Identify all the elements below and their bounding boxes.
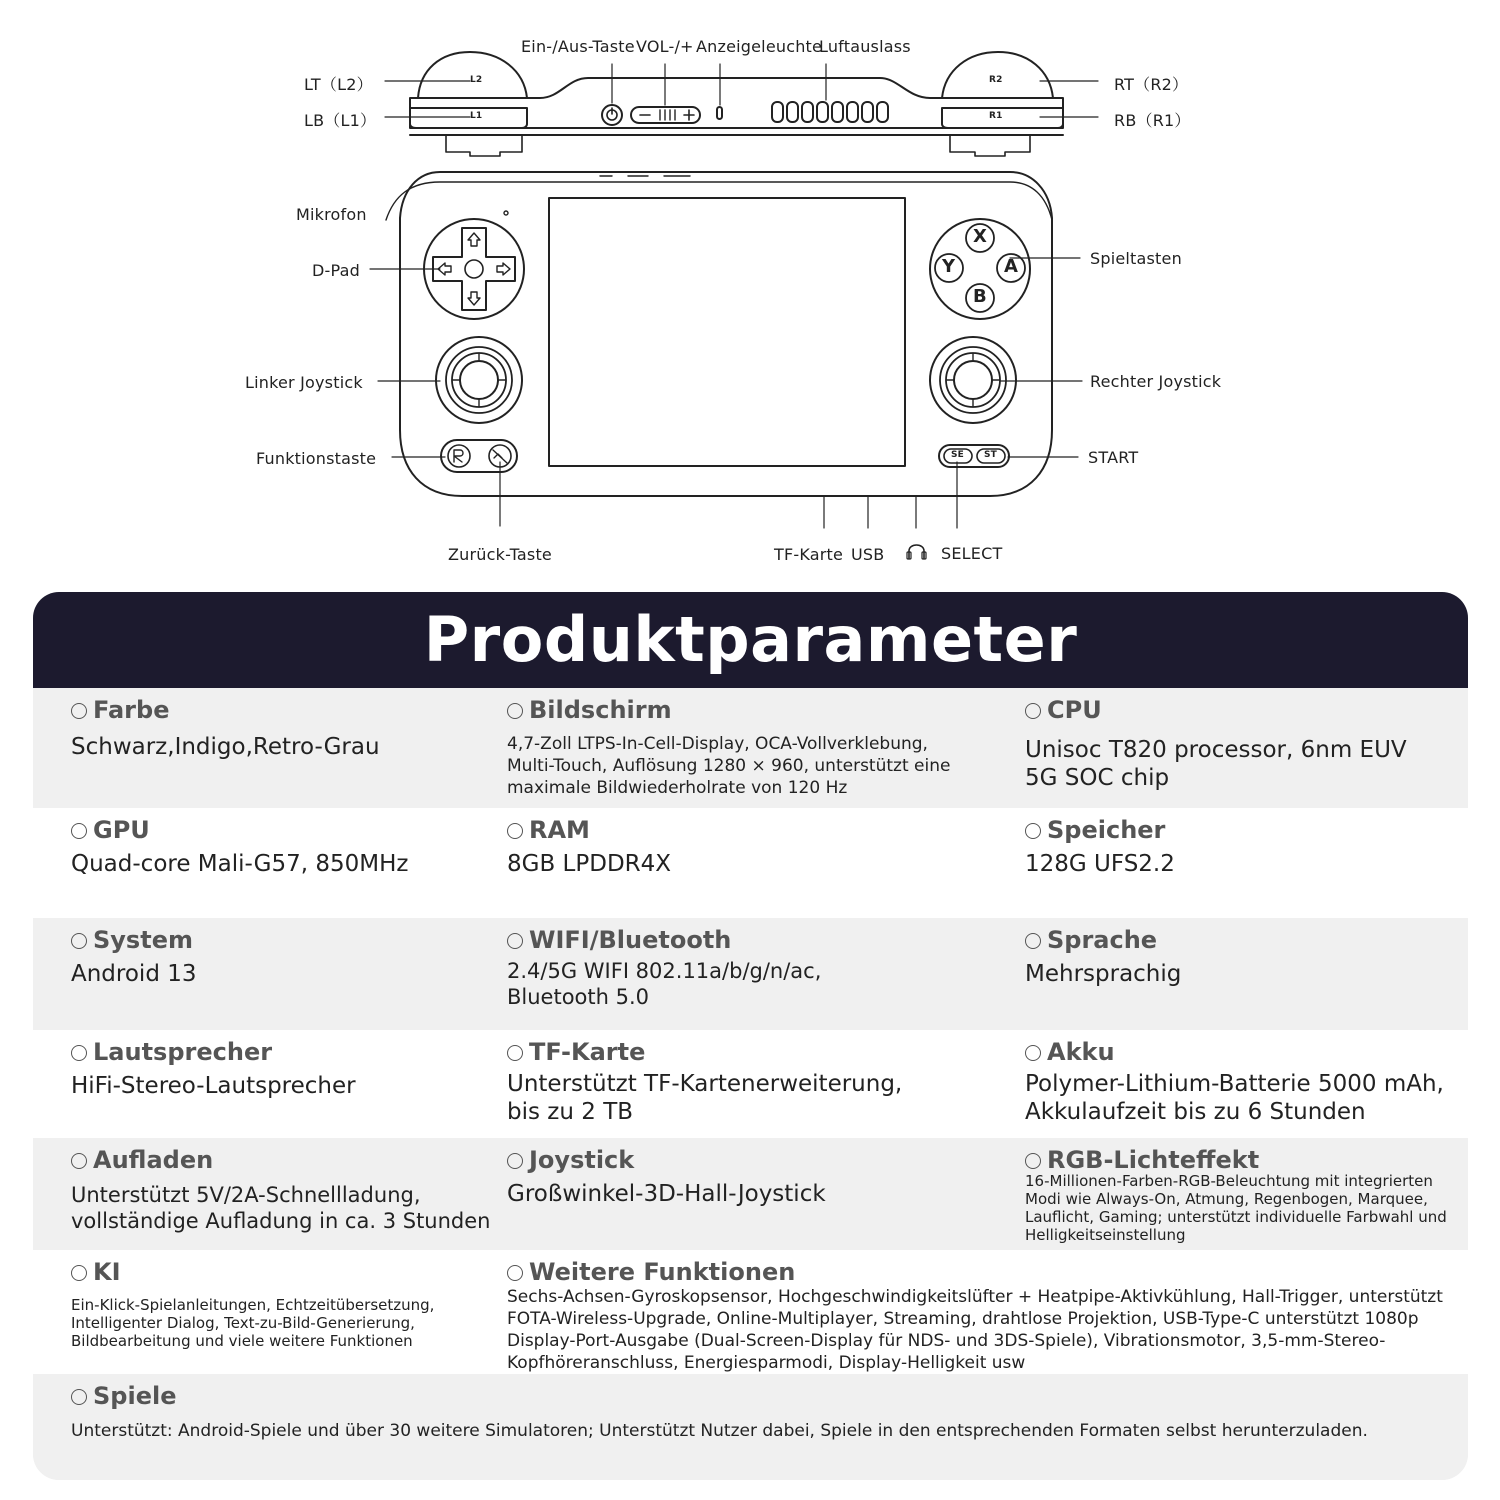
parameter-value: 128G UFS2.2	[1025, 851, 1175, 877]
panel-title: Produktparameter	[33, 592, 1468, 688]
parameter-title	[507, 816, 590, 844]
parameter-cell	[1025, 1030, 1444, 1125]
left-joystick-outer	[436, 337, 522, 423]
lt-label: LT（L2）	[304, 75, 373, 94]
parameter-value: Ein-Klick-Spielanleitungen, Echtzeitübersetzung, Intelligenter Dialog, Text-zu-Bild-Generierung, Bildbearbeitung und viele weitere Funktionen	[71, 1296, 435, 1350]
circle-bullet-icon	[1025, 1045, 1041, 1061]
parameter-cell	[71, 1374, 1368, 1441]
dpad-up-arrow-icon	[468, 233, 480, 246]
parameter-title	[1025, 696, 1102, 724]
parameter-title	[71, 1258, 121, 1286]
parameter-title	[1025, 926, 1157, 954]
circle-bullet-icon	[71, 1153, 87, 1169]
parameter-row	[33, 1030, 1468, 1138]
parameter-title	[507, 926, 731, 954]
dpad-center	[465, 260, 483, 278]
parameter-cell	[71, 808, 409, 877]
screen-shape	[549, 198, 905, 466]
device-diagram	[0, 0, 1500, 580]
circle-bullet-icon	[507, 703, 523, 719]
circle-bullet-icon	[507, 823, 523, 839]
parameter-value: Großwinkel-3D-Hall-Joystick	[507, 1181, 826, 1207]
parameter-title-text: System	[93, 926, 193, 954]
parameter-value: Schwarz,Indigo,Retro-Grau	[71, 734, 380, 760]
parameter-title-text: Joystick	[529, 1146, 635, 1174]
circle-bullet-icon	[71, 1045, 87, 1061]
parameter-title	[71, 696, 169, 724]
parameter-value: 2.4/5G WIFI 802.11a/b/g/n/ac, Bluetooth 5.0	[507, 959, 822, 1009]
parameter-cell	[507, 688, 951, 798]
function-glyph	[454, 450, 463, 462]
product-parameters-panel	[33, 592, 1468, 1480]
circle-bullet-icon	[1025, 823, 1041, 839]
circle-bullet-icon	[71, 1265, 87, 1281]
st-button-label: ST	[984, 450, 998, 460]
right-joystick-label: Rechter Joystick	[1090, 372, 1222, 391]
l1-mark: L1	[470, 111, 483, 121]
device-drawing	[0, 0, 1500, 580]
indicator-label: Anzeigeleuchte	[696, 37, 823, 56]
parameter-value: Unisoc T820 processor, 6nm EUV 5G SOC chip	[1025, 737, 1407, 791]
parameter-row	[33, 1138, 1468, 1250]
parameter-value: Unterstützt TF-Kartenerweiterung, bis zu 2 TB	[507, 1071, 903, 1125]
circle-bullet-icon	[1025, 1153, 1041, 1169]
function-buttons-pill	[441, 440, 517, 472]
parameter-value: 8GB LPDDR4X	[507, 851, 672, 877]
parameter-value: Mehrsprachig	[1025, 961, 1182, 987]
parameter-title	[71, 1038, 272, 1066]
power-button-label: Ein-/Aus-Taste	[521, 37, 635, 56]
dpad-right-arrow-icon	[497, 263, 510, 275]
parameter-cell	[1025, 918, 1182, 987]
parameter-cell	[1025, 688, 1407, 791]
left-nub-shape	[446, 135, 522, 156]
circle-bullet-icon	[507, 933, 523, 949]
b-button-label: B	[973, 286, 987, 307]
parameter-title	[1025, 816, 1165, 844]
parameter-value: HiFi-Stereo-Lautsprecher	[71, 1073, 356, 1099]
parameter-title-text: Sprache	[1047, 926, 1158, 954]
parameter-title-text: Lautsprecher	[93, 1038, 273, 1066]
parameter-title-text: GPU	[93, 816, 150, 844]
right-joystick-stick	[954, 361, 992, 399]
rb-label: RB（R1）	[1114, 111, 1191, 130]
r1-mark: R1	[989, 111, 1003, 121]
front-top-bevel	[386, 182, 1052, 220]
parameter-title	[507, 696, 672, 724]
microphone-label: Mikrofon	[296, 205, 367, 224]
parameter-title-text: Bildschirm	[529, 696, 672, 724]
volume-label: VOL-/+	[636, 37, 694, 56]
circle-bullet-icon	[71, 933, 87, 949]
parameter-value: 16-Millionen-Farben-RGB-Beleuchtung mit integrierten Modi wie Always-On, Atmung, Regenbogen, Marquee, Lauflicht, Gaming; unterstützt individuelle Farbwahl und Helligkeitseinstellung	[1025, 1172, 1447, 1244]
parameter-title-text: KI	[93, 1258, 121, 1286]
parameter-title-text: Farbe	[93, 696, 170, 724]
right-joystick-outer	[930, 337, 1016, 423]
function-key-label: Funktionstaste	[256, 449, 377, 468]
parameter-value: Quad-core Mali-G57, 850MHz	[71, 851, 409, 877]
parameter-cell	[507, 1250, 1443, 1373]
circle-bullet-icon	[71, 703, 87, 719]
parameter-cell	[507, 1138, 826, 1207]
parameter-cell	[71, 918, 197, 987]
parameter-title-text: TF-Karte	[529, 1038, 646, 1066]
parameter-title	[71, 926, 193, 954]
parameter-title	[507, 1038, 645, 1066]
usb-label: USB	[851, 545, 885, 564]
left-joystick-stick	[460, 361, 498, 399]
vent-slots	[772, 102, 888, 122]
circle-bullet-icon	[507, 1045, 523, 1061]
parameter-cell	[1025, 808, 1175, 877]
start-label: START	[1088, 448, 1139, 467]
lb-bumper-shape	[410, 108, 527, 128]
parameter-title-text: CPU	[1047, 696, 1102, 724]
parameter-title-text: Akku	[1047, 1038, 1115, 1066]
parameter-cell	[507, 1030, 903, 1125]
parameter-title-text: RGB-Lichteffekt	[1047, 1146, 1260, 1174]
parameter-title	[1025, 1146, 1259, 1174]
parameter-cell	[71, 1030, 356, 1099]
indicator-light-shape	[717, 107, 722, 119]
parameter-title	[507, 1258, 795, 1286]
circle-bullet-icon	[71, 1389, 87, 1405]
circle-bullet-icon	[507, 1153, 523, 1169]
parameter-value: Polymer-Lithium-Batterie 5000 mAh, Akkulaufzeit bis zu 6 Stunden	[1025, 1071, 1444, 1125]
parameter-title	[71, 1146, 213, 1174]
dpad-cross	[433, 228, 515, 310]
parameter-row	[33, 1250, 1468, 1374]
right-nub-shape	[950, 135, 1030, 156]
game-keys-label: Spieltasten	[1090, 249, 1182, 268]
parameter-value: 4,7-Zoll LTPS-In-Cell-Display, OCA-Vollverklebung, Multi-Touch, Auflösung 1280 × 960, unterstützt eine maximale Bildwiederholrate von 120 Hz	[507, 734, 951, 798]
parameter-cell	[507, 808, 672, 877]
se-button-label: SE	[951, 450, 965, 460]
parameter-row	[33, 808, 1468, 918]
y-button-label: Y	[942, 256, 956, 277]
microphone-hole	[504, 211, 508, 215]
parameter-title	[507, 1146, 634, 1174]
top-view	[385, 52, 1098, 156]
tf-card-label: TF-Karte	[774, 545, 844, 564]
lb-label: LB（L1）	[304, 111, 377, 130]
a-button-label: A	[1004, 256, 1019, 277]
parameter-title-text: Weitere Funktionen	[529, 1258, 796, 1286]
parameter-cell	[507, 918, 822, 1009]
parameter-title	[71, 816, 150, 844]
parameter-row	[33, 918, 1468, 1030]
rt-label: RT（R2）	[1114, 75, 1189, 94]
front-body-outline	[400, 172, 1052, 496]
parameter-value: Unterstützt 5V/2A-Schnellladung, vollständige Aufladung in ca. 3 Stunden	[71, 1183, 491, 1233]
top-callout-lines	[385, 64, 1098, 117]
parameter-title	[71, 1382, 176, 1410]
circle-bullet-icon	[71, 823, 87, 839]
dpad-down-arrow-icon	[468, 292, 480, 305]
parameter-row	[33, 1374, 1468, 1480]
parameter-row	[33, 688, 1468, 808]
parameter-cell	[1025, 1138, 1447, 1244]
parameter-title-text: Speicher	[1047, 816, 1166, 844]
back-glyph	[493, 450, 507, 463]
parameter-cell	[71, 688, 380, 760]
dpad-label: D-Pad	[312, 261, 360, 280]
back-key-label: Zurück-Taste	[448, 545, 552, 564]
parameter-value: Android 13	[71, 961, 197, 987]
parameter-title-text: RAM	[529, 816, 590, 844]
x-button-label: X	[973, 226, 988, 247]
parameter-title-text: Spiele	[93, 1382, 177, 1410]
parameter-value: Sechs-Achsen-Gyroskopsensor, Hochgeschwindigkeitslüfter + Heatpipe-Aktivkühlung, Hall-Trigger, unterstützt FOTA-Wireless-Upgrade, Online-Multiplayer, Streaming, drahtlose Projektion, USB-Type-C unterstützt 1080p Display-Port-Ausgabe (Dual-Screen-Display für NDS- und 3DS-Spiele), Vibrationsmotor, 3,5-mm-Stereo- Kopfhöreranschluss, Energiesparmodi, Display-Helligkeit usw	[507, 1287, 1443, 1373]
parameter-cell	[71, 1138, 491, 1233]
top-body-outline	[410, 78, 1063, 128]
select-label: SELECT	[941, 544, 1003, 563]
vent-label: Luftauslass	[819, 37, 911, 56]
r2-mark: R2	[989, 75, 1003, 85]
left-joystick-label: Linker Joystick	[245, 373, 363, 392]
parameter-cell	[71, 1250, 435, 1350]
parameter-title-text: WIFI/Bluetooth	[529, 926, 732, 954]
parameter-title-text: Aufladen	[93, 1146, 214, 1174]
parameter-value: Unterstützt: Android-Spiele und über 30 weitere Simulatoren; Unterstützt Nutzer dabei, Spiele in den entsprechenden Formaten selbst herunterzuladen.	[71, 1421, 1368, 1441]
circle-bullet-icon	[1025, 933, 1041, 949]
circle-bullet-icon	[1025, 703, 1041, 719]
l2-mark: L2	[470, 75, 483, 85]
parameter-title	[1025, 1038, 1115, 1066]
circle-bullet-icon	[507, 1265, 523, 1281]
